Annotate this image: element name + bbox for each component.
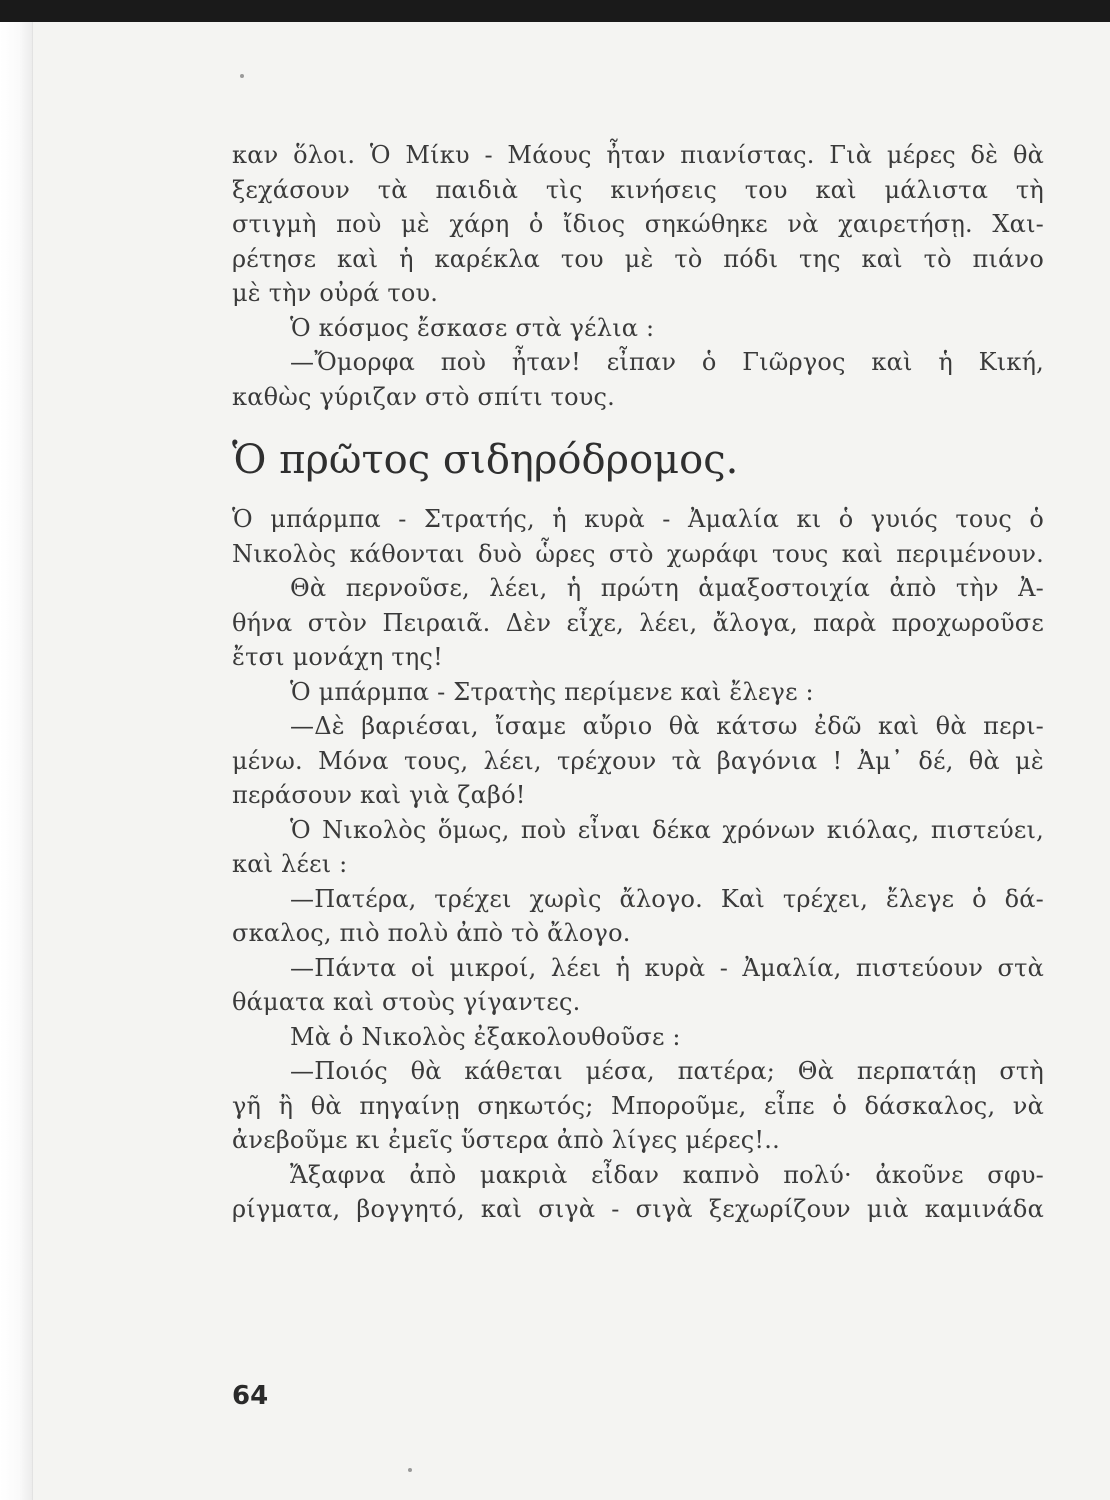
- text-line: Ἄξαφνα ἀπὸ μακριὰ εἶδαν καπνὸ πολύ· ἀκοῦνε σφυ-: [290, 1160, 1044, 1189]
- text-line: Ὁ μπάρμπα - Στρατής, ἡ κυρὰ - Ἀμαλία κι ὁ γυιός τους ὁ: [232, 505, 1044, 533]
- text-line: μένω. Μόνα τους, λέει, τρέχουν τὰ βαγόνια ! Ἀμ᾿ δέ, θὰ μὲ: [232, 746, 1044, 775]
- text-line: Ὁ Νικολὸς ὅμως, ποὺ εἶναι δέκα χρόνων κιόλας, πιστεύει,: [290, 815, 1044, 844]
- text-line: στιγμὴ ποὺ μὲ χάρη ὁ ἴδιος σηκώθηκε νὰ χαιρετήσῃ. Χαι-: [232, 210, 1044, 238]
- text-line: Θὰ περνοῦσε, λέει, ἡ πρώτη ἁμαξοστοιχία ἀπὸ τὴν Ἀ-: [290, 574, 1044, 602]
- scan-top-edge: [0, 0, 1110, 22]
- text-line: μὲ τὴν οὐρά του.: [232, 279, 439, 307]
- section-title: Ὁ πρῶτος σιδηρόδρομος.: [232, 437, 739, 483]
- text-line: καθὼς γύριζαν στὸ σπίτι τους.: [232, 382, 615, 411]
- text-line: Νικολὸς κάθονται δυὸ ὧρες στὸ χωράφι τους καὶ περιμένουν.: [232, 539, 1044, 568]
- speck: [240, 74, 244, 78]
- scan-left-margin: [0, 22, 33, 1500]
- text-line: ρίγματα, βογγητό, καὶ σιγὰ - σιγὰ ξεχωρίζουν μιὰ καμινάδα: [232, 1195, 1044, 1223]
- text-line: θάματα καὶ στοὺς γίγαντες.: [232, 988, 581, 1016]
- text-line: γῆ ἢ θὰ πηγαίνῃ σηκωτός; Μποροῦμε, εἶπε ὁ δάσκαλος, νὰ: [232, 1091, 1044, 1120]
- text-line: καν ὅλοι. Ὁ Μίκυ - Μάους ἦταν πιανίστας. Γιὰ μέρες δὲ θὰ: [232, 141, 1044, 169]
- text-line: —Δὲ βαριέσαι, ἴσαμε αὔριο θὰ κάτσω ἐδῶ καὶ θὰ περι-: [290, 712, 1044, 740]
- speck: [408, 1468, 412, 1472]
- text-line: Μὰ ὁ Νικολὸς ἐξακολουθοῦσε :: [290, 1022, 681, 1051]
- text-line: —Ποιός θὰ κάθεται μέσα, πατέρα; Θὰ περπατάῃ στὴ: [290, 1057, 1044, 1085]
- page-number: 64: [232, 1381, 269, 1411]
- text-line: περάσουν καὶ γιὰ ζαβό!: [232, 781, 526, 809]
- text-line: —Πάντα οἱ μικροί, λέει ἡ κυρὰ - Ἀμαλία, πιστεύουν στὰ: [290, 953, 1044, 982]
- text-line: ἀνεβοῦμε κι ἐμεῖς ὕστερα ἀπὸ λίγες μέρες!..: [232, 1126, 780, 1154]
- text-line: ρέτησε καὶ ἡ καρέκλα του μὲ τὸ πόδι της καὶ τὸ πιάνο: [232, 244, 1044, 273]
- text-line: —Πατέρα, τρέχει χωρὶς ἄλογο. Καὶ τρέχει, ἔλεγε ὁ δά-: [290, 884, 1044, 913]
- text-line: ξεχάσουν τὰ παιδιὰ τὶς κινήσεις του καὶ μάλιστα τὴ: [232, 175, 1044, 204]
- text-line: ἔτσι μονάχη της!: [232, 643, 443, 671]
- text-line: —Ὄμορφα ποὺ ἦταν! εἶπαν ὁ Γιῶργος καὶ ἡ Κική,: [290, 348, 1044, 376]
- book-page: [232, 138, 1044, 1227]
- text-line: σκαλος, πιὸ πολὺ ἀπὸ τὸ ἄλογο.: [232, 919, 631, 947]
- text-line: Ὁ μπάρμπα - Στρατὴς περίμενε καὶ ἔλεγε :: [290, 677, 814, 706]
- text-line: καὶ λέει :: [232, 850, 348, 878]
- text-line: Ὁ κόσμος ἔσκασε στὰ γέλια :: [290, 313, 655, 342]
- text-line: θήνα στὸν Πειραιᾶ. Δὲν εἶχε, λέει, ἄλογα, παρὰ προχωροῦσε: [232, 608, 1044, 637]
